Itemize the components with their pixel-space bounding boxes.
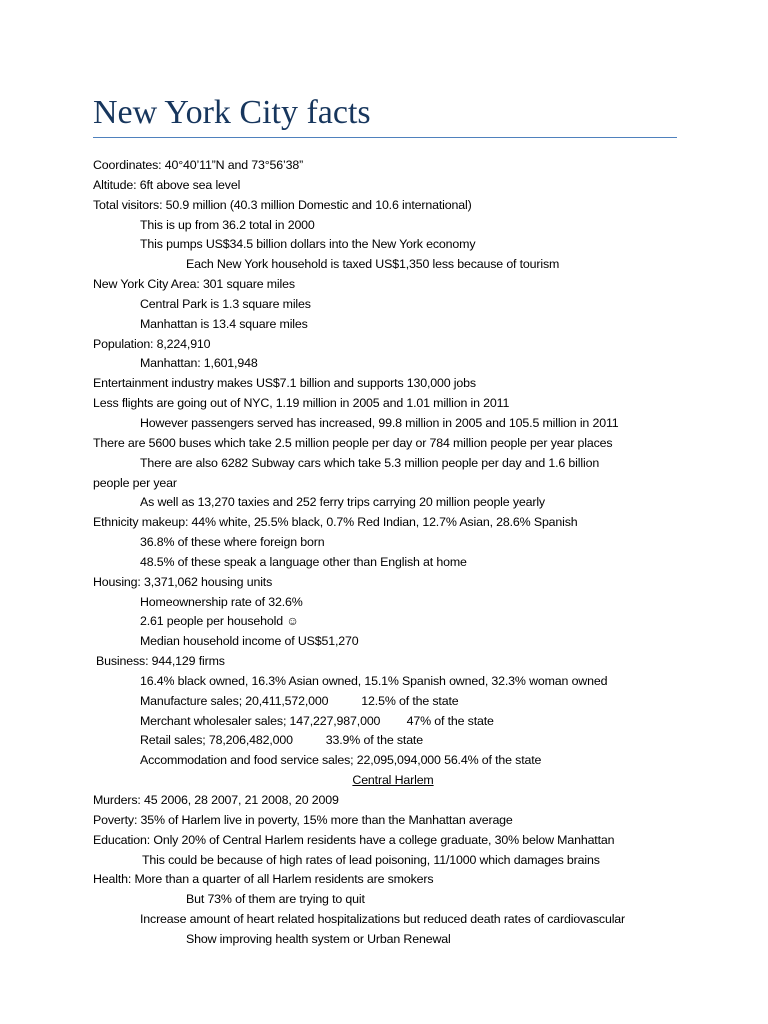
text-line: Increase amount of heart related hospitalizations but reduced death rates of cardiovascular	[140, 912, 626, 927]
page-title: New York City facts	[93, 94, 371, 131]
text-line: There are also 6282 Subway cars which take 5.3 million people per day and 1.6 billion	[140, 455, 600, 470]
text-line: Housing: 3,371,062 housing units	[93, 574, 273, 589]
text-line: This could be because of high rates of lead poisoning, 11/1000 which damages brains	[142, 852, 600, 867]
text-line: There are 5600 buses which take 2.5 million people per day or 784 million people per year places	[93, 435, 613, 450]
text-line: Entertainment industry makes US$7.1 billion and supports 130,000 jobs	[93, 376, 476, 391]
text-line: But 73% of them are trying to quit	[186, 892, 365, 907]
text-line: Manhattan is 13.4 square miles	[140, 316, 308, 331]
text-line: 16.4% black owned, 16.3% Asian owned, 15.1% Spanish owned, 32.3% woman owned	[140, 673, 608, 688]
text-line: Murders: 45 2006, 28 2007, 21 2008, 20 2009	[93, 793, 339, 807]
section-heading-central-harlem: Central Harlem	[352, 773, 434, 788]
text-line: Coordinates: 40°40’11”N and 73°56’38”	[93, 158, 304, 172]
text-line: Altitude: 6ft above sea level	[93, 177, 241, 192]
text-line: Health: More than a quarter of all Harlem residents are smokers	[93, 872, 434, 887]
text-line: 2.61 people per household ☺	[140, 614, 299, 629]
text-line: 48.5% of these speak a language other than English at home	[140, 554, 467, 569]
text-line: Manhattan: 1,601,948	[140, 356, 258, 371]
text-line: Each New York household is taxed US$1,350 less because of tourism	[186, 257, 560, 272]
text-line: Education: Only 20% of Central Harlem residents have a college graduate, 30% below Manhattan	[93, 832, 615, 847]
text-line: Homeownership rate of 32.6%	[140, 594, 303, 609]
text-line: Business: 944,129 firms	[96, 654, 225, 669]
text-line: Total visitors: 50.9 million (40.3 million Domestic and 10.6 international)	[93, 197, 472, 212]
title-divider	[93, 137, 677, 138]
text-line: This is up from 36.2 total in 2000	[140, 217, 315, 232]
document-body	[93, 156, 693, 950]
text-line: Population: 8,224,910	[93, 336, 211, 351]
text-line: people per year	[93, 475, 177, 490]
text-line: Merchant wholesaler sales; 147,227,987,000 47% of the state	[140, 713, 494, 728]
text-line: However passengers served has increased, 99.8 million in 2005 and 105.5 million in 2011	[140, 415, 619, 430]
text-line: Poverty: 35% of Harlem live in poverty, 15% more than the Manhattan average	[93, 812, 513, 827]
text-line: Show improving health system or Urban Renewal	[186, 931, 451, 946]
text-line: Accommodation and food service sales; 22,095,094,000 56.4% of the state	[140, 753, 542, 768]
text-line: Manufacture sales; 20,411,572,000 12.5% of the state	[140, 693, 459, 708]
text-line: New York City Area: 301 square miles	[93, 277, 295, 292]
text-line: Ethnicity makeup: 44% white, 25.5% black, 0.7% Red Indian, 12.7% Asian, 28.6% Spanish	[93, 515, 578, 530]
text-line: Less flights are going out of NYC, 1.19 million in 2005 and 1.01 million in 2011	[93, 396, 510, 411]
text-line: This pumps US$34.5 billion dollars into the New York economy	[140, 237, 476, 252]
text-line: Median household income of US$51,270	[140, 634, 359, 649]
text-line: Retail sales; 78,206,482,000 33.9% of the state	[140, 733, 423, 748]
text-line: 36.8% of these where foreign born	[140, 535, 325, 550]
text-line: Central Park is 1.3 square miles	[140, 296, 311, 311]
text-line: As well as 13,270 taxies and 252 ferry trips carrying 20 million people yearly	[140, 495, 545, 510]
